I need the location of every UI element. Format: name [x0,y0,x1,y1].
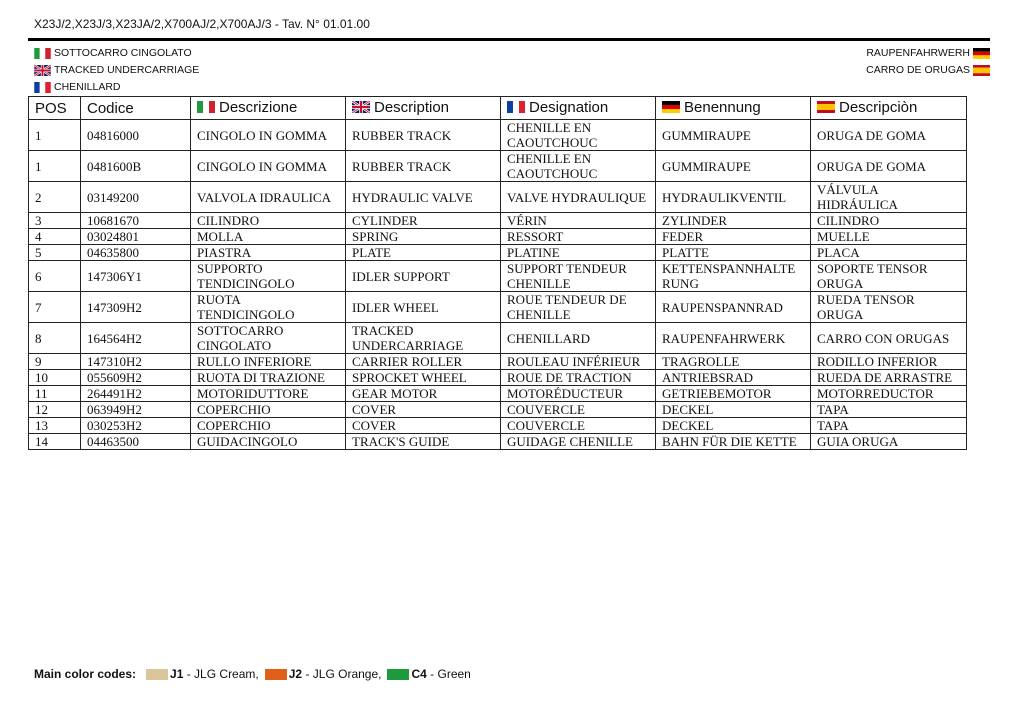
cell-description: CYLINDER [346,213,501,229]
cell-descrizione: RUOTA TENDICINGOLO [191,292,346,323]
table-row [29,323,967,354]
table-header-row [29,97,967,120]
legend-item-j2 [265,667,382,681]
group-name-it [34,45,199,62]
cell-codice: 04635800 [81,245,191,261]
cell-benennung: DECKEL [656,418,811,434]
col-header-description [346,97,501,120]
cell-descripcion: CARRO CON ORUGAS [811,323,967,354]
cell-designation: GUIDAGE CHENILLE [501,434,656,450]
col-header-descripcion-text: Descripciòn [839,98,918,116]
cell-designation: ROUE DE TRACTION [501,370,656,386]
group-name-fr [34,79,199,96]
cell-designation: CHENILLE EN CAOUTCHOUC [501,120,656,151]
es-flag-icon [817,101,835,113]
cell-designation: COUVERCLE [501,402,656,418]
it-flag-icon [34,48,51,59]
col-header-designation [501,97,656,120]
cell-benennung: GUMMIRAUPE [656,151,811,182]
cell-description: CARRIER ROLLER [346,354,501,370]
cell-pos: 7 [29,292,81,323]
legend-swatch-c4 [387,669,409,680]
table-row [29,370,967,386]
cell-benennung: HYDRAULIKVENTIL [656,182,811,213]
cell-descripcion: PLACA [811,245,967,261]
cell-pos: 1 [29,120,81,151]
es-flag-icon [973,65,990,76]
color-legend [34,667,477,681]
cell-pos: 8 [29,323,81,354]
cell-description: SPRING [346,229,501,245]
cell-designation: CHENILLE EN CAOUTCHOUC [501,151,656,182]
fr-flag-icon [507,101,525,113]
cell-pos: 13 [29,418,81,434]
cell-codice: 04816000 [81,120,191,151]
cell-descripcion: GUIA ORUGA [811,434,967,450]
cell-benennung: RAUPENSPANNRAD [656,292,811,323]
cell-pos: 2 [29,182,81,213]
cell-designation: VALVE HYDRAULIQUE [501,182,656,213]
cell-descripcion: RUEDA TENSOR ORUGA [811,292,967,323]
table-row [29,245,967,261]
cell-benennung: PLATTE [656,245,811,261]
cell-descripcion: TAPA [811,402,967,418]
legend-text-c4: - Green [426,667,471,681]
cell-codice: 03149200 [81,182,191,213]
group-name-en-text: TRACKED UNDERCARRIAGE [54,64,200,76]
table-row [29,213,967,229]
cell-description: TRACK'S GUIDE [346,434,501,450]
cell-designation: COUVERCLE [501,418,656,434]
table-row [29,354,967,370]
table-row [29,386,967,402]
uk-flag-icon [352,101,370,113]
cell-pos: 12 [29,402,81,418]
col-header-benennung [656,97,811,120]
cell-pos: 1 [29,151,81,182]
cell-benennung: DECKEL [656,402,811,418]
group-name-fr-text: CHENILLARD [54,81,121,93]
table-row [29,151,967,182]
col-header-descripcion [811,97,967,120]
cell-descrizione: MOTORIDUTTORE [191,386,346,402]
cell-descripcion: ORUGA DE GOMA [811,120,967,151]
fr-flag-icon [34,82,51,93]
cell-description: HYDRAULIC VALVE [346,182,501,213]
col-header-description-text: Description [374,98,450,116]
cell-pos: 6 [29,261,81,292]
table-row [29,120,967,151]
legend-swatch-j2 [265,669,287,680]
cell-descrizione: COPERCHIO [191,402,346,418]
cell-benennung: BAHN FÜR DIE KETTE [656,434,811,450]
cell-designation: SUPPORT TENDEUR CHENILLE [501,261,656,292]
cell-description: COVER [346,418,501,434]
cell-codice: 030253H2 [81,418,191,434]
cell-benennung: ZYLINDER [656,213,811,229]
legend-item-j1 [146,667,259,681]
cell-pos: 3 [29,213,81,229]
cell-pos: 10 [29,370,81,386]
group-name-de-text: RAUPENFAHRWERH [866,47,970,59]
group-names-left [34,45,199,96]
cell-descrizione: GUIDACINGOLO [191,434,346,450]
cell-benennung: KETTENSPANNHALTE RUNG [656,261,811,292]
cell-descripcion: RUEDA DE ARRASTRE [811,370,967,386]
group-name-de [866,45,990,62]
cell-descrizione: SUPPORTO TENDICINGOLO [191,261,346,292]
cell-descrizione: RULLO INFERIORE [191,354,346,370]
cell-pos: 4 [29,229,81,245]
col-header-descrizione [191,97,346,120]
cell-descrizione: COPERCHIO [191,418,346,434]
legend-text-j1: - JLG Cream, [183,667,259,681]
cell-codice: 04463500 [81,434,191,450]
legend-code-j1: J1 [170,667,184,681]
cell-descrizione: CINGOLO IN GOMMA [191,151,346,182]
cell-benennung: FEDER [656,229,811,245]
cell-codice: 264491H2 [81,386,191,402]
col-header-pos: POS [29,97,81,120]
group-name-en [34,62,199,79]
cell-description: IDLER WHEEL [346,292,501,323]
cell-designation: VÉRIN [501,213,656,229]
cell-pos: 9 [29,354,81,370]
cell-descrizione: CINGOLO IN GOMMA [191,120,346,151]
cell-pos: 5 [29,245,81,261]
parts-table-body [29,120,967,450]
cell-descrizione: SOTTOCARRO CINGOLATO [191,323,346,354]
cell-designation: ROULEAU INFÉRIEUR [501,354,656,370]
cell-descrizione: MOLLA [191,229,346,245]
parts-table [28,96,967,450]
table-row [29,261,967,292]
cell-descripcion: MOTORREDUCTOR [811,386,967,402]
legend-item-c4 [387,667,470,681]
cell-designation: PLATINE [501,245,656,261]
cell-benennung: ANTRIEBSRAD [656,370,811,386]
cell-codice: 063949H2 [81,402,191,418]
cell-descripcion: CILINDRO [811,213,967,229]
de-flag-icon [973,48,990,59]
cell-codice: 147309H2 [81,292,191,323]
cell-description: RUBBER TRACK [346,151,501,182]
it-flag-icon [197,101,215,113]
cell-descrizione: CILINDRO [191,213,346,229]
cell-descripcion: TAPA [811,418,967,434]
cell-codice: 147306Y1 [81,261,191,292]
cell-benennung: TRAGROLLE [656,354,811,370]
group-name-es-text: CARRO DE ORUGAS [866,64,970,76]
cell-descripcion: RODILLO INFERIOR [811,354,967,370]
cell-descripcion: ORUGA DE GOMA [811,151,967,182]
cell-codice: 0481600B [81,151,191,182]
cell-description: SPROCKET WHEEL [346,370,501,386]
cell-descripcion: VÁLVULA HIDRÁULICA [811,182,967,213]
table-row [29,418,967,434]
legend-label: Main color codes: [34,667,137,681]
cell-designation: ROUE TENDEUR DE CHENILLE [501,292,656,323]
cell-designation: CHENILLARD [501,323,656,354]
cell-pos: 11 [29,386,81,402]
cell-description: IDLER SUPPORT [346,261,501,292]
col-header-codice: Codice [81,97,191,120]
table-row [29,229,967,245]
cell-designation: RESSORT [501,229,656,245]
cell-codice: 055609H2 [81,370,191,386]
legend-code-j2: J2 [288,667,303,681]
cell-description: RUBBER TRACK [346,120,501,151]
cell-description: PLATE [346,245,501,261]
cell-descripcion: SOPORTE TENSOR ORUGA [811,261,967,292]
cell-descripcion: MUELLE [811,229,967,245]
group-name-es [866,62,990,79]
cell-description: GEAR MOTOR [346,386,501,402]
col-header-descrizione-text: Descrizione [219,98,298,116]
legend-code-c4: C4 [411,667,427,681]
cell-description: COVER [346,402,501,418]
col-header-benennung-text: Benennung [684,98,761,116]
cell-descrizione: RUOTA DI TRAZIONE [191,370,346,386]
cell-codice: 03024801 [81,229,191,245]
title-divider [28,38,990,41]
cell-codice: 147310H2 [81,354,191,370]
table-row [29,182,967,213]
legend-swatch-j1 [146,669,168,680]
group-name-it-text: SOTTOCARRO CINGOLATO [54,47,192,59]
table-row [29,434,967,450]
cell-benennung: GUMMIRAUPE [656,120,811,151]
cell-codice: 164564H2 [81,323,191,354]
cell-descrizione: PIASTRA [191,245,346,261]
col-header-designation-text: Designation [529,98,609,116]
de-flag-icon [662,101,680,113]
cell-benennung: RAUPENFAHRWERK [656,323,811,354]
cell-benennung: GETRIEBEMOTOR [656,386,811,402]
cell-descrizione: VALVOLA IDRAULICA [191,182,346,213]
uk-flag-icon [34,65,51,76]
cell-pos: 14 [29,434,81,450]
legend-text-j2: - JLG Orange, [302,667,382,681]
cell-codice: 10681670 [81,213,191,229]
document-title: X23J/2,X23J/3,X23JA/2,X700AJ/2,X700AJ/3 - Tav. N° 01.01.00 [34,17,370,31]
group-names-right [866,45,990,79]
cell-designation: MOTORÉDUCTEUR [501,386,656,402]
table-row [29,402,967,418]
table-row [29,292,967,323]
cell-description: TRACKED UNDERCARRIAGE [346,323,501,354]
